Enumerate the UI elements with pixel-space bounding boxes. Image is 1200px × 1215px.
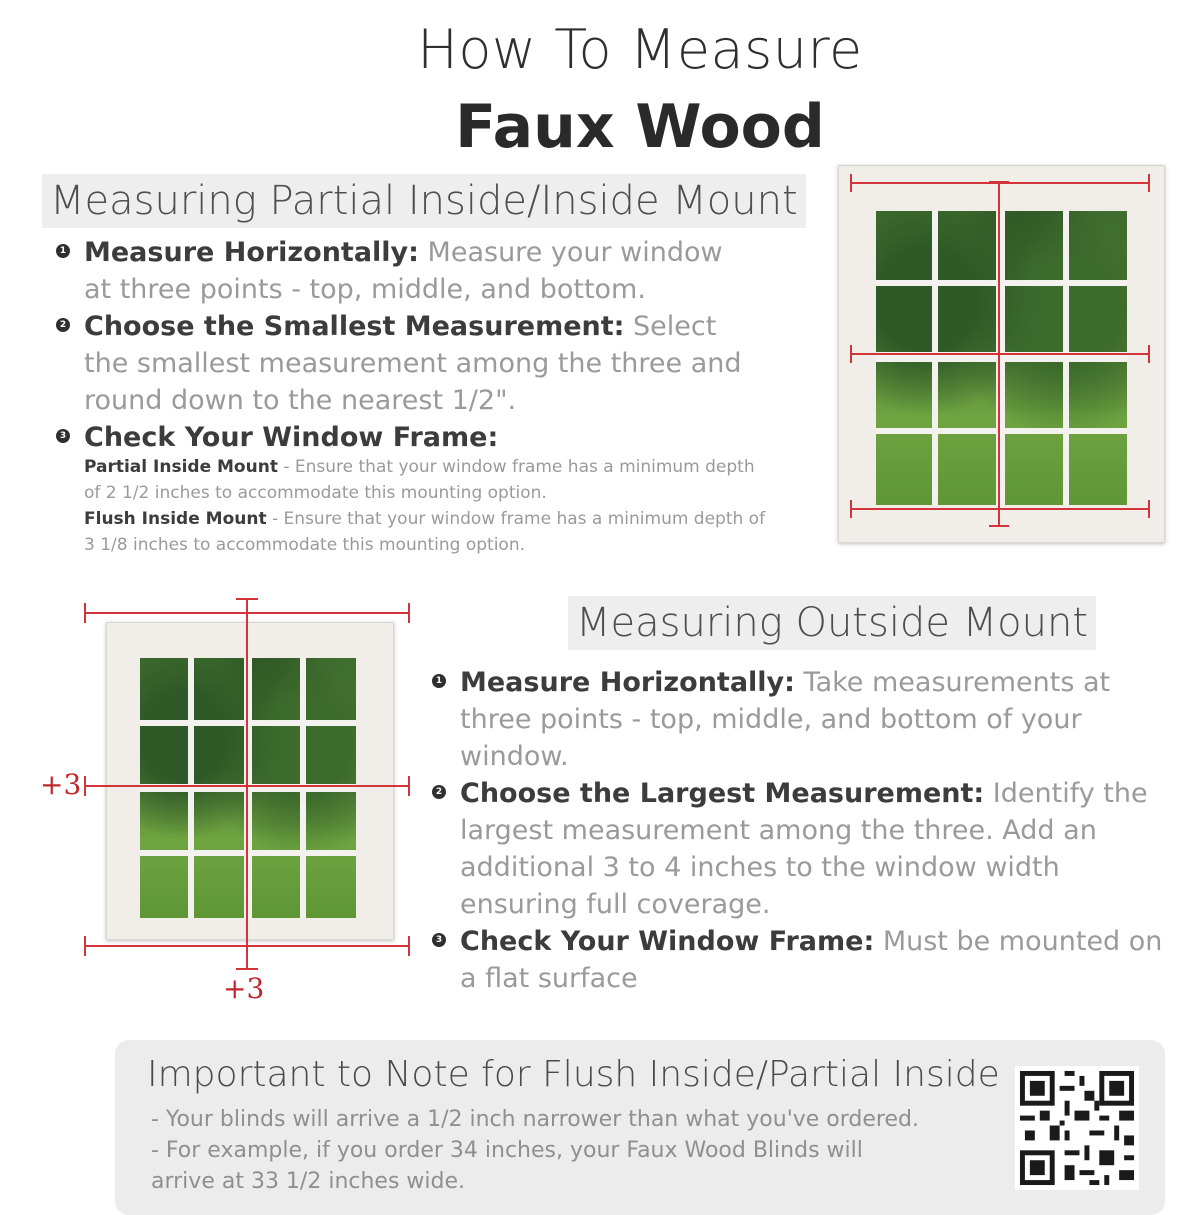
outside-step-1 [432, 664, 1172, 775]
note-lead: Partial Inside Mount [84, 457, 278, 477]
step-lead: Choose the Smallest Measurement: [84, 311, 625, 342]
step-text: Must be mounted on a flat surface [460, 926, 1163, 994]
qr-code[interactable] [1015, 1066, 1139, 1190]
step-number: 1 [56, 244, 70, 258]
mount-notes [84, 454, 774, 558]
outside-step-3 [432, 923, 1172, 997]
note-lines [151, 1104, 919, 1197]
inside-mount-heading: Measuring Partial Inside/Inside Mount [42, 174, 806, 228]
step-lead: Check Your Window Frame: [84, 422, 499, 453]
step-lead: Measure Horizontally: [84, 237, 419, 268]
step-text: Measure your window at three points - top, middle, and bottom. [84, 237, 723, 305]
step-text: Take measurements at three points - top, middle, and bottom of your window. [460, 667, 1111, 772]
note-text: - Ensure that your window frame has a minimum depth of 2 1/2 inches to accommodate this mounting option. [84, 457, 755, 503]
step-lead: Check Your Window Frame: [460, 926, 875, 957]
step-number: 2 [56, 318, 70, 332]
important-note-box [115, 1040, 1165, 1215]
window-glass [140, 658, 356, 918]
step-text: Identify the largest measurement among the three. Add an additional 3 to 4 inches to the window width ensuring full coverage. [460, 778, 1148, 920]
step-text: Select the smallest measurement among the three and round down to the nearest 1/2". [84, 311, 742, 416]
note-lead: Flush Inside Mount [84, 509, 267, 529]
step-lead: Measure Horizontally: [460, 667, 795, 698]
note-title: Important to Note for Flush Inside/Partial Inside [147, 1054, 1000, 1095]
window-glass [876, 211, 1127, 505]
step-number: 3 [432, 933, 446, 947]
qr-code-icon [1015, 1066, 1139, 1190]
step-number: 2 [432, 785, 446, 799]
outside-mount-steps [432, 664, 1172, 997]
inside-step-3 [56, 419, 756, 456]
flush-inside-note [84, 506, 774, 558]
inside-step-1 [56, 234, 756, 308]
inside-step-2 [56, 308, 756, 419]
note-line: arrive at 33 1/2 inches wide. [151, 1169, 466, 1194]
partial-inside-note [84, 454, 774, 506]
outside-step-2 [432, 775, 1172, 923]
outside-bottom-label: +3 [223, 972, 265, 1005]
note-line: - Your blinds will arrive a 1/2 inch narrower than what you've ordered. [151, 1107, 919, 1132]
outside-mount-window-illustration [106, 622, 394, 940]
page-title: How To Measure [417, 18, 863, 81]
outside-left-label: +3 [40, 768, 82, 801]
product-title: Faux Wood [455, 92, 825, 162]
inside-mount-window-illustration [838, 165, 1165, 543]
note-line: - For example, if you order 34 inches, your Faux Wood Blinds will [151, 1138, 863, 1163]
inside-mount-steps [56, 234, 756, 456]
step-number: 1 [432, 674, 446, 688]
step-lead: Choose the Largest Measurement: [460, 778, 985, 809]
outside-mount-heading: Measuring Outside Mount [568, 596, 1096, 650]
step-number: 3 [56, 429, 70, 443]
note-text: - Ensure that your window frame has a minimum depth of 3 1/8 inches to accommodate this mounting option. [84, 509, 766, 555]
